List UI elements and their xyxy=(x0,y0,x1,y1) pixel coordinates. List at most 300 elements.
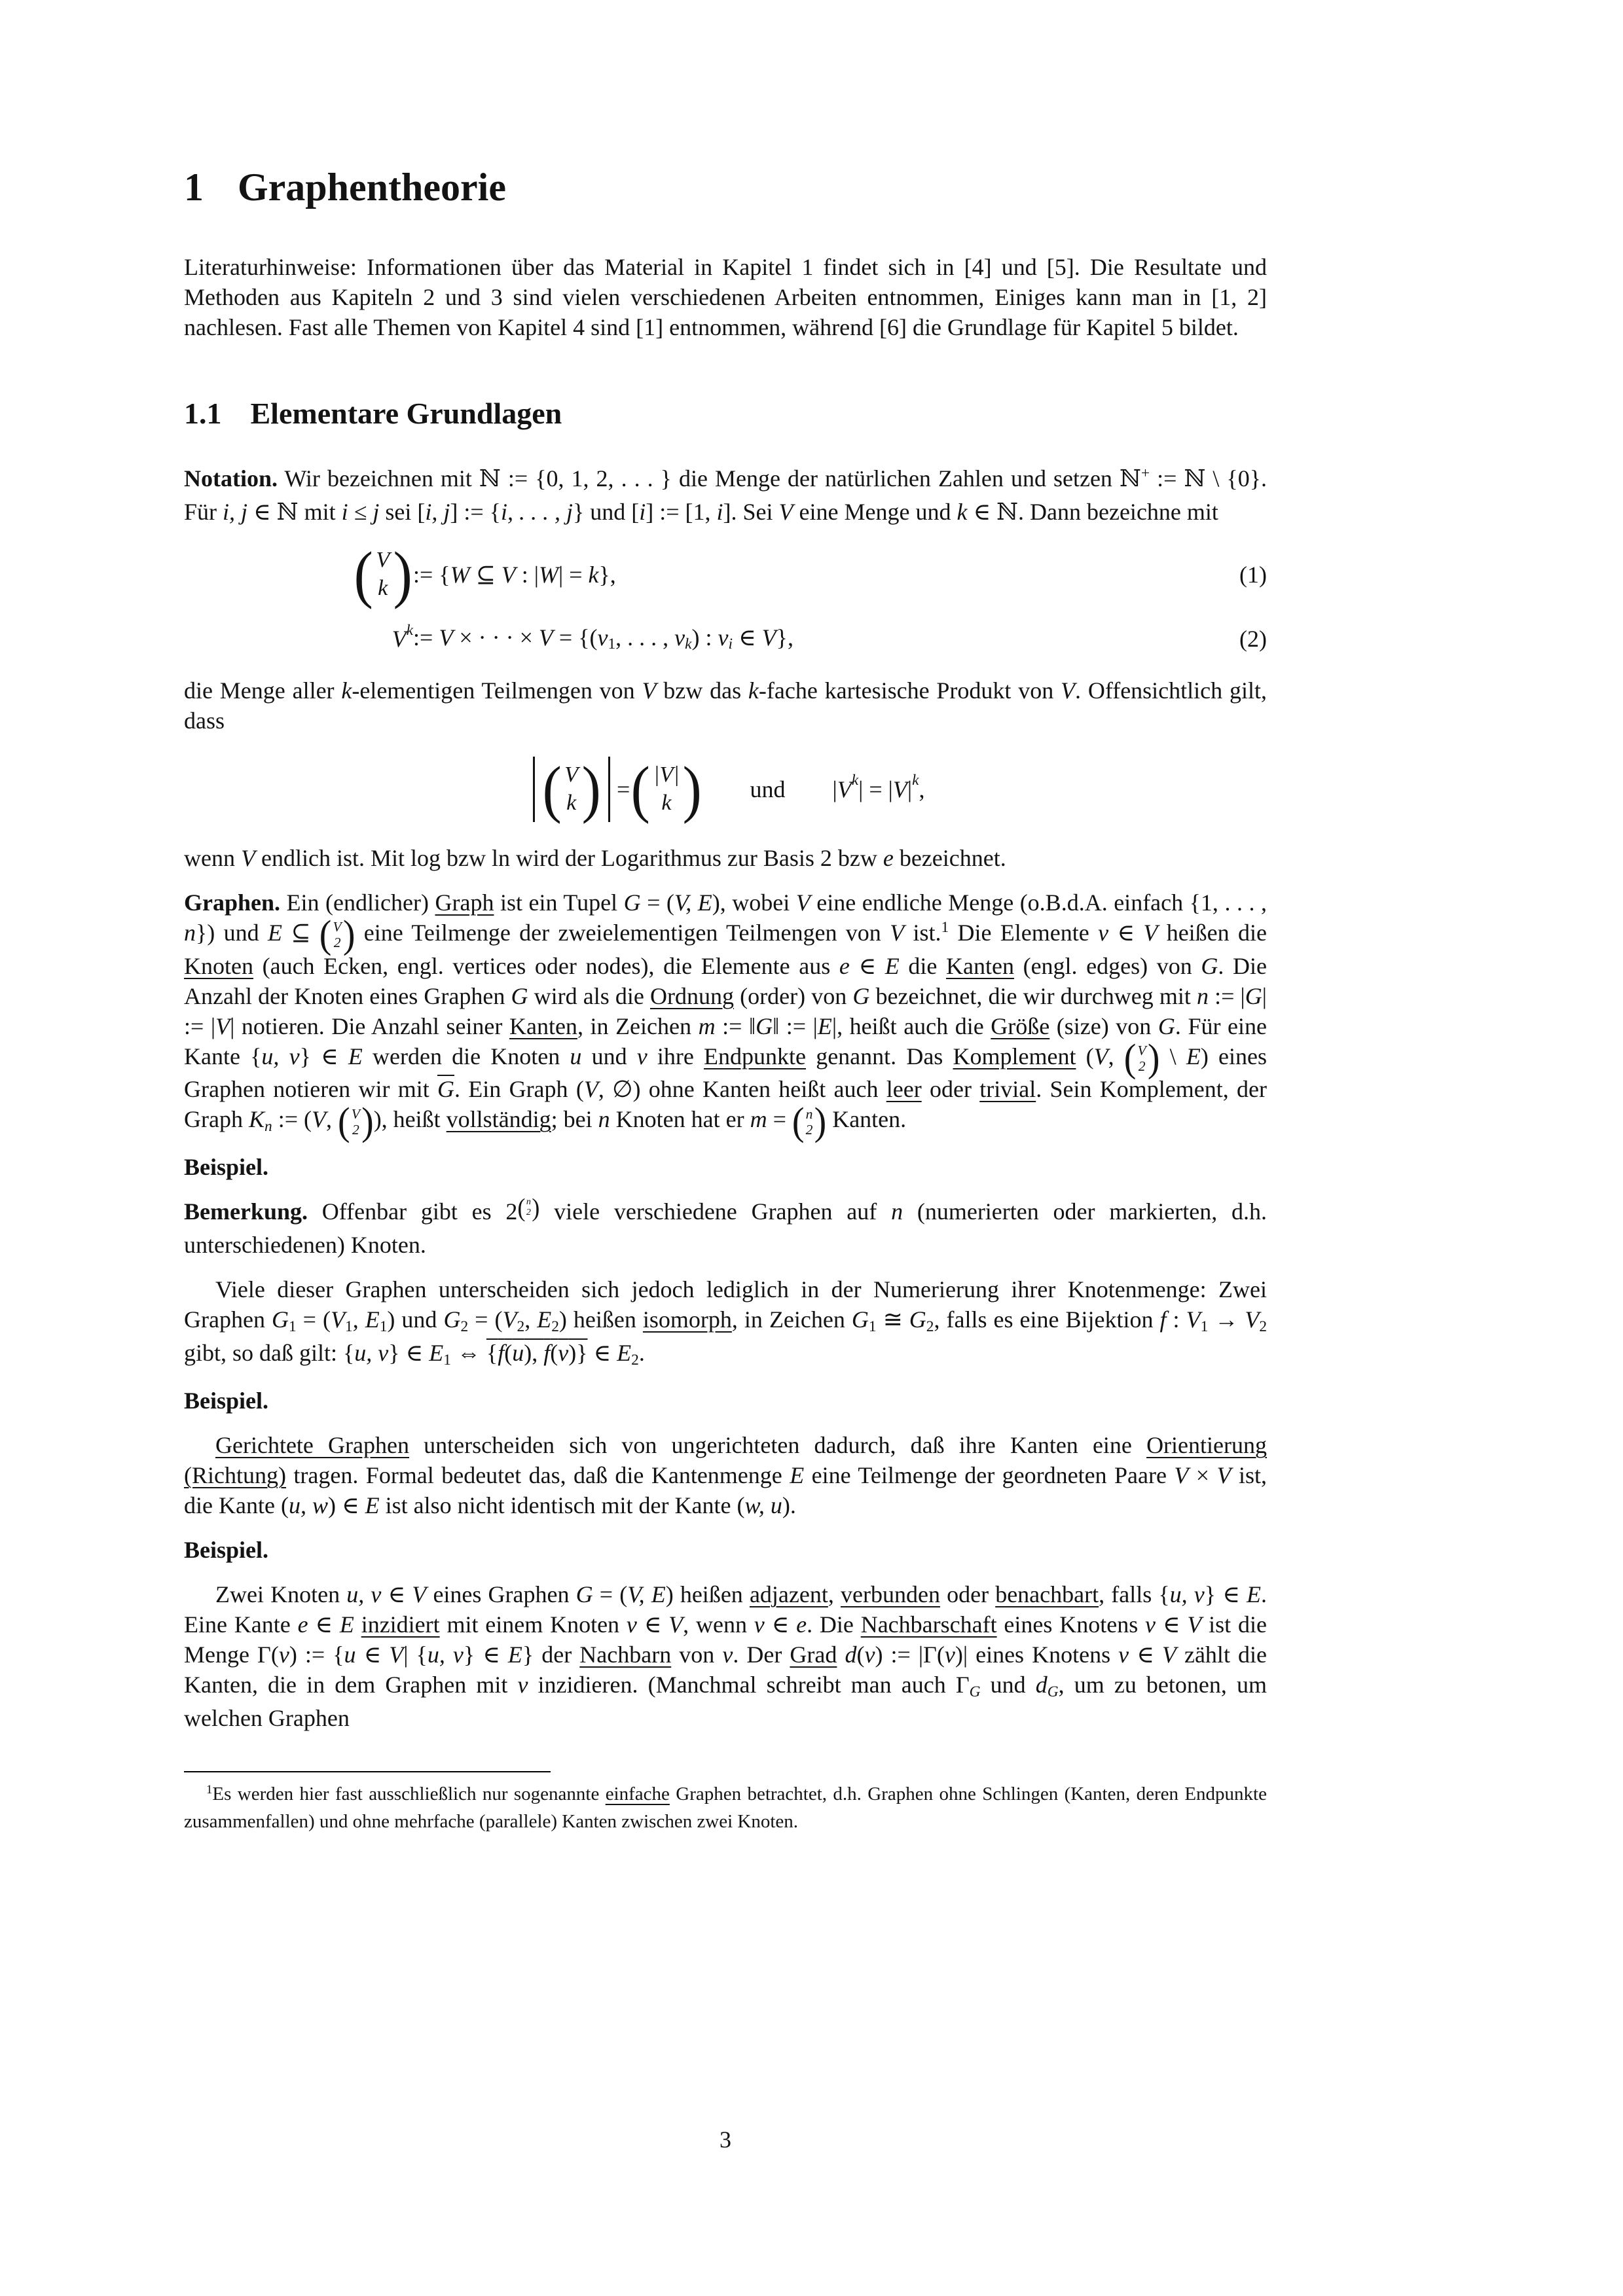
text-run: G xyxy=(969,1683,981,1701)
text-run: := | xyxy=(1208,982,1245,1009)
beispiel-2 xyxy=(184,1386,1267,1416)
text-run: v xyxy=(636,1043,647,1069)
text-run: f xyxy=(543,1340,551,1367)
text-run: V xyxy=(412,1581,427,1608)
text-run: Graphen betrachtet, d.h. Graphen ohne Schlingen (Kanten, deren Endpunkte zusammenfallen) und ohne mehrfache (parallele) Kanten zwischen zwei Knoten. xyxy=(184,1784,1267,1833)
text-run: bezeichnet, die wir durchweg mit xyxy=(869,982,1197,1009)
text-run: G xyxy=(1158,1013,1175,1039)
text-run: k xyxy=(685,636,692,653)
text-run: v xyxy=(674,624,685,651)
text-run: u, v xyxy=(354,1340,389,1367)
text-run: vollständig xyxy=(446,1106,551,1133)
text-run: V xyxy=(778,499,793,525)
text-run: n xyxy=(1196,982,1209,1009)
text-run: 2 xyxy=(1259,1318,1267,1336)
text-run: } der xyxy=(522,1641,580,1668)
text-run: Nachbarschaft xyxy=(860,1611,997,1638)
text-run: ]. Sei xyxy=(723,499,779,525)
text-run: Graph xyxy=(435,889,494,916)
text-run: ist, die Kante ( xyxy=(184,1462,1267,1519)
text-run: 1 xyxy=(379,1318,388,1336)
text-run: V, E xyxy=(627,1581,666,1608)
text-run: V xyxy=(837,776,852,802)
text-run: eine endliche Menge (o.B.d.A. einfach {1, . . . , xyxy=(810,889,1267,916)
text-run: , wenn xyxy=(683,1611,754,1638)
text-run: V xyxy=(583,1076,598,1103)
text-run: Beispiel. xyxy=(184,1154,269,1181)
intro-text-flow xyxy=(184,252,1267,342)
text-run: (order) von xyxy=(734,982,853,1009)
text-run: Kanten. xyxy=(826,1106,907,1133)
text-run: := xyxy=(413,624,439,651)
text-run: Zwei Knoten xyxy=(215,1581,347,1608)
text-run: ∈ xyxy=(308,1611,340,1638)
text-run: und xyxy=(702,776,833,802)
text-run: 1 xyxy=(345,1318,353,1336)
teilmengen-paragraph xyxy=(184,675,1267,736)
text-run: E xyxy=(339,1611,354,1638)
text-run: . Die Anzahl der Knoten eines Graphen xyxy=(184,952,1267,1009)
text-run: | { xyxy=(403,1641,428,1668)
text-run: v xyxy=(1118,1641,1129,1668)
text-run: e xyxy=(839,952,850,979)
text-run: Ein (endlicher) xyxy=(280,889,435,916)
isomorph-paragraph xyxy=(184,1274,1267,1371)
text-run: V xyxy=(1216,1462,1231,1489)
text-run: Wir bezeichnen mit ℕ := {0, 1, 2, . . . } die Menge der natürlichen Zahlen und setzen ℕ xyxy=(278,465,1141,492)
abs-bar xyxy=(608,757,610,822)
text-run: 1 xyxy=(608,636,616,653)
text-run: V xyxy=(890,919,905,946)
text-run: , ∅) ohne Kanten heißt auch xyxy=(598,1076,886,1103)
bemerkung-paragraph xyxy=(184,1193,1267,1260)
text-run: := ( xyxy=(272,1106,312,1133)
text-run: 2 xyxy=(551,1318,559,1336)
text-run: V xyxy=(538,624,553,651)
text-run: ∈ xyxy=(764,1611,797,1638)
text-run: (engl. edges) von xyxy=(1013,952,1201,979)
text-run: { xyxy=(486,1340,498,1367)
text-run: \ xyxy=(1159,1043,1186,1069)
binomial-coefficient: ( n 2 ) xyxy=(792,1100,827,1144)
subsection-heading xyxy=(184,396,1267,431)
text-run: ( xyxy=(550,1340,558,1367)
text-run: m xyxy=(698,1013,716,1039)
text-run: (auch Ecken, engl. vertices oder nodes), die Elemente aus xyxy=(253,952,839,979)
text-run: v xyxy=(864,1641,875,1668)
text-run: Graphen. xyxy=(184,889,281,916)
text-run: bezeichnet. xyxy=(893,844,1006,871)
numbered-equation xyxy=(184,622,1267,656)
text-run: E xyxy=(1247,1581,1261,1608)
text-run: Gerichtete Graphen xyxy=(215,1432,409,1459)
gerichtete-paragraph xyxy=(184,1430,1267,1520)
text-run: zählt die Kanten, die in dem Graphen mit xyxy=(184,1641,1267,1698)
text-run: , xyxy=(325,1106,338,1133)
text-run: ∈ xyxy=(849,952,885,979)
text-run: ∈ ℕ. Dann bezeichne mit xyxy=(967,499,1218,525)
text-run: . xyxy=(638,1340,645,1367)
text-run: ( xyxy=(504,1340,513,1367)
text-run: Endpunkte xyxy=(704,1043,807,1069)
text-run: . Sein Komplement, der Graph xyxy=(184,1076,1267,1133)
text-run: v xyxy=(278,1641,289,1668)
text-run: | notieren. Die Anzahl seiner xyxy=(230,1013,509,1039)
text-run: )} xyxy=(568,1340,588,1367)
footnote xyxy=(184,1771,1267,1835)
text-run: ) und xyxy=(387,1306,444,1333)
text-run: die Menge aller xyxy=(184,677,342,704)
text-run: ∈ xyxy=(356,1641,390,1668)
text-run: i, j xyxy=(425,499,450,525)
text-run: Kanten xyxy=(509,1013,577,1039)
text-run: Knoten hat er xyxy=(610,1106,750,1133)
text-run: ist ein Tupel xyxy=(494,889,624,916)
text-run: , xyxy=(828,1581,841,1608)
text-run: G xyxy=(511,982,528,1009)
text-run: -elementigen Teilmengen von xyxy=(352,677,642,704)
text-run: und xyxy=(980,1672,1036,1698)
text-run: eine Teilmenge der zweielementigen Teilmengen von xyxy=(355,919,890,946)
text-run: ) := { xyxy=(289,1641,344,1668)
text-run: } ∈ xyxy=(388,1340,429,1367)
text-run: genannt. Das xyxy=(806,1043,953,1069)
text-run: k xyxy=(851,772,859,789)
text-run: V xyxy=(311,1106,326,1133)
text-run: eine Teilmenge der geordneten Paare xyxy=(804,1462,1175,1489)
text-run: ( xyxy=(1076,1043,1094,1069)
text-run: i, . . . , j xyxy=(500,499,573,525)
text-run: ⊆ xyxy=(469,561,501,588)
text-run: . Der xyxy=(733,1641,790,1668)
text-run: Orientierung (Richtung) xyxy=(184,1432,1267,1489)
notation-paragraph xyxy=(184,463,1267,527)
text-run: W xyxy=(538,561,558,588)
text-run: G xyxy=(623,889,641,916)
text-run: von xyxy=(671,1641,723,1668)
text-run: e xyxy=(796,1611,807,1638)
text-run: e xyxy=(883,844,894,871)
text-run: d xyxy=(1035,1672,1048,1698)
text-run: isomorph xyxy=(642,1306,732,1333)
text-run: -fache kartesische Produkt von xyxy=(758,677,1061,704)
text-run: v xyxy=(626,1611,637,1638)
text-run: V xyxy=(761,624,776,651)
text-run: v xyxy=(517,1672,528,1698)
text-run: ist also nicht identisch mit der Kante ( xyxy=(379,1492,745,1519)
text-run: + xyxy=(1140,465,1150,482)
text-run: Bemerkung. xyxy=(184,1198,308,1225)
text-run: ∈ ℕ mit xyxy=(247,499,342,525)
text-run: = ( xyxy=(296,1306,331,1333)
equation-number: (1) xyxy=(1239,561,1267,588)
text-run: verbunden xyxy=(841,1581,940,1608)
display-equation xyxy=(184,753,1267,825)
text-run: V xyxy=(795,889,811,916)
text-run: benachbart xyxy=(995,1581,1099,1608)
text-run: i xyxy=(639,499,646,525)
text-run: Komplement xyxy=(953,1043,1076,1069)
text-run: ) heißen xyxy=(558,1306,643,1333)
text-run: → xyxy=(1208,1306,1245,1333)
text-run: adjazent xyxy=(749,1581,828,1608)
text-run: W xyxy=(450,561,470,588)
text-run: := { xyxy=(413,561,450,588)
binomial-coefficient: ( V 2 ) xyxy=(1123,1036,1160,1081)
text-run: V xyxy=(642,677,657,704)
text-run: u, w xyxy=(288,1492,328,1519)
text-run: E xyxy=(537,1306,552,1333)
text-run: u xyxy=(512,1340,524,1367)
text-run: E xyxy=(348,1043,363,1069)
text-run: n xyxy=(184,919,196,946)
text-run: Grad xyxy=(790,1641,837,1668)
text-run: 1 xyxy=(1200,1318,1209,1336)
text-run: ∈ xyxy=(733,624,762,651)
text-run: i xyxy=(728,636,733,653)
text-run: V xyxy=(240,844,255,871)
text-run: oder xyxy=(939,1581,996,1608)
text-run: k xyxy=(588,561,599,588)
text-run: ] := { xyxy=(450,499,501,525)
text-run: ∈ xyxy=(1108,919,1144,946)
text-run: eines Knotens xyxy=(996,1611,1146,1638)
text-run: v xyxy=(718,624,729,651)
text-run: V xyxy=(331,1306,345,1333)
text-run: ; bei xyxy=(551,1106,598,1133)
binomial-coefficient: ( V 2 ) xyxy=(319,912,356,957)
text-run: = ( xyxy=(593,1581,628,1608)
text-run: ihre xyxy=(647,1043,704,1069)
text-run: = xyxy=(616,776,630,802)
text-run: heißen die xyxy=(1158,919,1267,946)
text-run: Literaturhinweise: Informationen über das Material in Kapitel 1 findet sich in [4] und [5]. Die Resultate und Methoden aus Kapiteln 2 und 3 sind vielen verschiedenen Arbeiten entnommen, Einiges kann man in [1, 2] nachlesen. Fast alle Themen von Kapitel 4 sind [1] entnommen, während [6] die Grundlage für Kapitel 5 bildet. xyxy=(184,254,1267,340)
text-run: n xyxy=(598,1106,610,1133)
text-run: Knoten xyxy=(184,952,253,979)
text-run: k xyxy=(912,772,919,789)
text-run: × · · · × xyxy=(453,624,539,651)
text-run: V xyxy=(501,561,516,588)
equation-number: (2) xyxy=(1239,626,1267,652)
binomial-coefficient: ( n 2 ) xyxy=(517,1193,540,1222)
beispiel-3 xyxy=(184,1535,1267,1565)
text-run: inzidiert xyxy=(361,1611,440,1638)
text-run: G xyxy=(1047,1683,1059,1701)
text-run: . Eine Kante xyxy=(184,1581,1267,1638)
text-run: gibt, so daß gilt: { xyxy=(184,1340,355,1367)
text-run: v xyxy=(754,1611,765,1638)
text-run: Größe xyxy=(991,1013,1050,1039)
subsection-number: 1.1 xyxy=(184,397,222,430)
text-run: ∈ xyxy=(587,1340,617,1367)
text-run: u, v xyxy=(427,1641,464,1668)
section-number: 1 xyxy=(184,166,204,209)
text-run: V, E xyxy=(674,889,712,916)
text-run: u, v xyxy=(261,1043,300,1069)
text-run: u, v xyxy=(346,1581,382,1608)
text-run: : | xyxy=(515,561,539,588)
text-run: 2 xyxy=(926,1318,934,1336)
text-run: V xyxy=(1245,1306,1260,1333)
text-run: | xyxy=(907,776,913,802)
text-run: u xyxy=(570,1043,582,1069)
text-run: G xyxy=(909,1306,926,1333)
section-heading xyxy=(184,165,1267,210)
text-run: trivial xyxy=(979,1076,1036,1103)
text-run: V xyxy=(1093,1043,1108,1069)
text-run: ist. xyxy=(904,919,941,946)
text-run: , xyxy=(352,1306,365,1333)
text-run: n xyxy=(891,1198,903,1225)
text-run: Ordnung xyxy=(650,982,734,1009)
text-run: e xyxy=(297,1611,308,1638)
text-run: v xyxy=(597,624,608,651)
text-run xyxy=(837,1641,845,1668)
text-run: E xyxy=(617,1340,632,1367)
text-run: ⊆ xyxy=(282,919,319,946)
text-run: K xyxy=(248,1106,264,1133)
adjazenz-paragraph xyxy=(184,1579,1267,1733)
footnote-rule xyxy=(184,1771,551,1772)
text-run: ∈ xyxy=(1156,1611,1188,1638)
text-run: ] := [1, xyxy=(646,499,717,525)
text-run: V xyxy=(392,626,407,652)
equation-lhs xyxy=(184,539,413,610)
graphen-paragraph xyxy=(184,888,1267,1144)
text-run: E xyxy=(429,1340,444,1367)
text-run: × xyxy=(1188,1462,1217,1489)
text-run: i ≤ j xyxy=(341,499,380,525)
text-run: | = | xyxy=(858,776,893,802)
wenn-paragraph xyxy=(184,843,1267,873)
intro-paragraph xyxy=(184,252,1267,342)
text-run: 1 xyxy=(868,1318,877,1336)
text-run: }, xyxy=(776,624,793,651)
text-run: (numerierten oder markierten, d.h. unterschiedenen) Knoten. xyxy=(184,1198,1267,1259)
section-title: Graphentheorie xyxy=(238,166,506,209)
text-run: G xyxy=(443,1306,461,1333)
text-run: V xyxy=(502,1306,517,1333)
text-run: wird als die xyxy=(528,982,650,1009)
text-run: f xyxy=(1159,1306,1167,1333)
text-run: , xyxy=(919,776,925,802)
text-run: V xyxy=(1187,1611,1202,1638)
text-run: V xyxy=(1174,1462,1189,1489)
text-run: oder xyxy=(921,1076,980,1103)
text-run: G xyxy=(756,1013,773,1039)
text-run: , in Zeichen xyxy=(731,1306,852,1333)
text-run: := ‖ xyxy=(715,1013,756,1039)
text-run: ∈ xyxy=(636,1611,669,1638)
text-run: (size) von xyxy=(1049,1013,1158,1039)
body-text-flow xyxy=(184,463,1267,1733)
text-run: tragen. Formal bedeutet das, daß die Kantenmenge xyxy=(285,1462,790,1489)
text-run: = xyxy=(767,1106,792,1133)
text-run: E xyxy=(507,1641,522,1668)
text-run: $\overline{G}$ xyxy=(437,1076,455,1103)
text-run: die xyxy=(899,952,946,979)
text-run: ) := |Γ( xyxy=(875,1641,945,1668)
text-run: Notation. xyxy=(184,465,278,492)
text-run: Viele dieser Graphen unterscheiden sich jedoch lediglich in der Numerierung ihrer Knotenmenge: Zwei Graphen xyxy=(184,1276,1267,1333)
text-run: 2 xyxy=(517,1318,525,1336)
text-run: V xyxy=(439,624,454,651)
text-run: wenn xyxy=(184,844,241,871)
text-run: i xyxy=(716,499,723,525)
text-run: ) : xyxy=(691,624,718,651)
equation-rhs xyxy=(413,622,793,656)
page-number: 3 xyxy=(720,2126,731,2153)
text-run: ‖ := | xyxy=(773,1013,818,1039)
text-run: v xyxy=(558,1340,569,1367)
text-run: }, xyxy=(598,561,616,588)
text-run: ( xyxy=(856,1641,865,1668)
text-run: eine Menge und xyxy=(793,499,957,525)
text-run: = ( xyxy=(468,1306,503,1333)
text-run: k xyxy=(957,499,968,525)
text-run: G xyxy=(271,1306,289,1333)
text-run: E xyxy=(267,919,282,946)
text-run: } ∈ xyxy=(1204,1581,1247,1608)
text-run: E xyxy=(884,952,900,979)
text-run: Beispiel. xyxy=(184,1537,269,1564)
text-run: | = xyxy=(558,561,589,588)
text-run: V xyxy=(668,1611,684,1638)
text-run: eines Graphen xyxy=(426,1581,576,1608)
binomial-coefficient: ( |V| k ) xyxy=(630,753,702,825)
text-run: E xyxy=(1186,1043,1201,1069)
text-run xyxy=(486,1340,588,1366)
beispiel-1 xyxy=(184,1152,1267,1182)
binomial-coefficient: ( V k ) xyxy=(354,539,412,610)
text-run: = ( xyxy=(640,889,674,916)
text-run: = {( xyxy=(553,624,598,651)
text-run: n xyxy=(264,1118,272,1136)
abs-bar xyxy=(533,757,535,822)
text-run xyxy=(354,1611,361,1638)
text-run: E xyxy=(817,1013,832,1039)
text-run xyxy=(517,1193,540,1222)
text-run: G xyxy=(575,1581,593,1608)
text-run: mit einem Knoten xyxy=(439,1611,627,1638)
text-run: 2 xyxy=(631,1352,639,1369)
text-run: ) ∈ xyxy=(327,1492,365,1519)
text-run: Nachbarn xyxy=(579,1641,672,1668)
text-run: ≅ xyxy=(876,1306,909,1333)
text-run: , xyxy=(524,1306,538,1333)
text-run: . Ein Graph ( xyxy=(454,1076,584,1103)
numbered-equation xyxy=(184,539,1267,610)
text-run: f xyxy=(498,1340,505,1367)
text-run: ⇔ xyxy=(450,1340,486,1367)
text-run: m xyxy=(750,1106,767,1133)
text-run: } ∈ xyxy=(463,1641,508,1668)
text-run: ). xyxy=(782,1492,796,1519)
text-run: 2 xyxy=(460,1318,469,1336)
text-run: Kanten xyxy=(946,952,1014,979)
text-run: V xyxy=(892,776,907,802)
text-run: ), xyxy=(524,1340,544,1367)
text-run: 1 xyxy=(443,1352,451,1369)
text-run: V xyxy=(1143,919,1158,946)
text-run: viele verschiedene Graphen auf xyxy=(539,1198,892,1225)
text-run: V xyxy=(1161,1641,1176,1668)
text-run: 1 xyxy=(941,918,949,936)
text-run: inzidieren. (Manchmal schreibt man auch Γ xyxy=(528,1672,970,1698)
text-run: werden die Knoten xyxy=(362,1043,570,1069)
text-run: V xyxy=(389,1641,404,1668)
text-run: v xyxy=(1098,919,1109,946)
